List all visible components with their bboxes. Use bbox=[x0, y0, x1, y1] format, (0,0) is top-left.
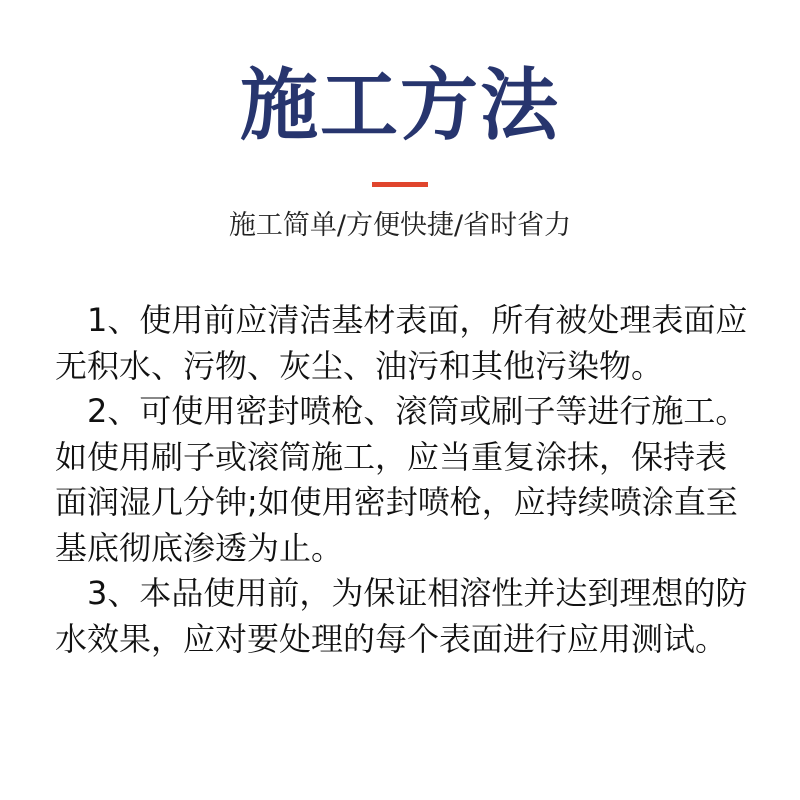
step-2-text: 2、可使用密封喷枪、滚筒或刷子等进行施工。如使用刷子或滚筒施工，应当重复涂抹，保持表面润湿几分钟;如使用密封喷枪，应持续喷涂直至基底彻底渗透为止。 bbox=[55, 392, 748, 567]
step-1-text: 1、使用前应清洁基材表面，所有被处理表面应无积水、污物、灰尘、油污和其他污染物。 bbox=[55, 301, 748, 385]
page-title: 施工方法 bbox=[239, 61, 560, 151]
title-divider bbox=[372, 182, 428, 187]
method-steps bbox=[55, 298, 750, 662]
step-3-text: 3、本品使用前，为保证相溶性并达到理想的防水效果，应对要处理的每个表面进行应用测试。 bbox=[55, 574, 748, 658]
page-subtitle: 施工简单/方便快捷/省时省力 bbox=[228, 210, 572, 241]
